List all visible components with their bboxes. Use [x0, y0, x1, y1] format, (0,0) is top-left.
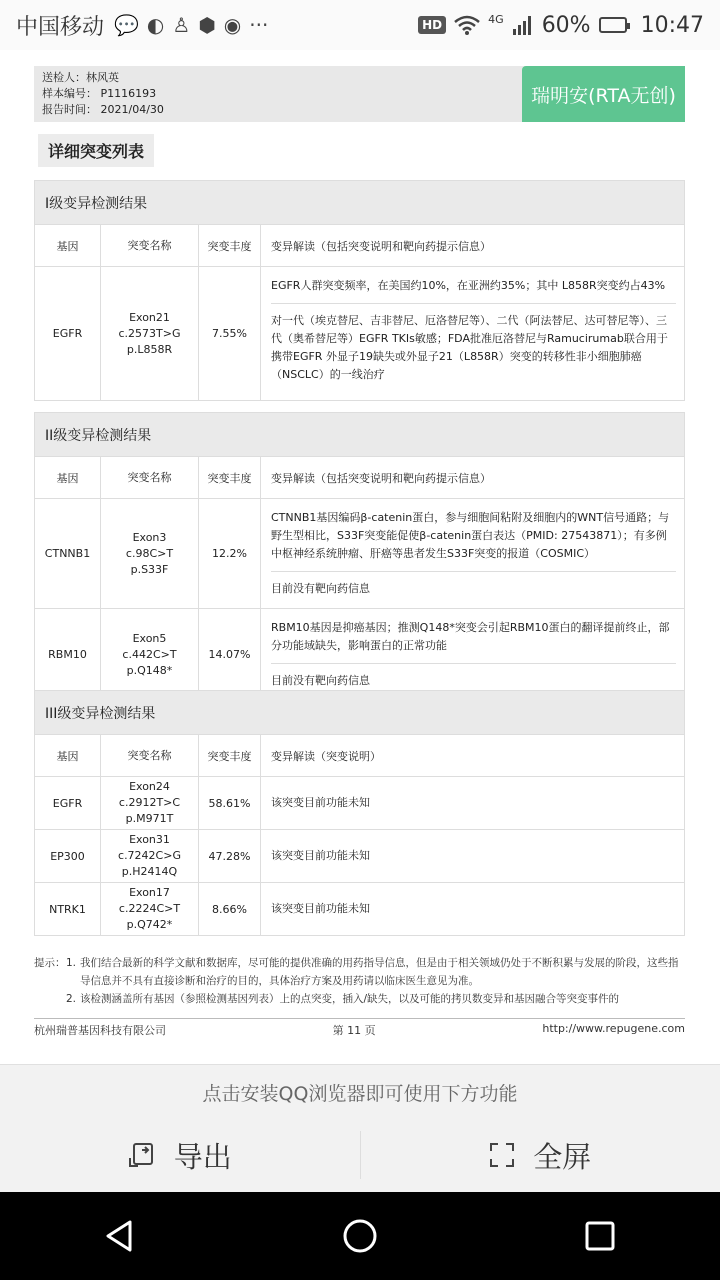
- report-meta: [42, 70, 164, 118]
- export-button[interactable]: [0, 1125, 360, 1185]
- table-row: [35, 883, 685, 936]
- battery-percent: 60%: [541, 12, 591, 38]
- protein-change: p.H2414Q: [121, 865, 178, 878]
- gene-cell: CTNNB1: [35, 499, 101, 609]
- recents-button[interactable]: [570, 1206, 630, 1266]
- af-cell: 14.07%: [199, 609, 261, 701]
- drug-description: 目前没有靶向药信息: [271, 582, 370, 595]
- more-icon: ···: [249, 13, 269, 37]
- gene-cell: EGFR: [35, 777, 101, 830]
- mutation-cell: [101, 883, 199, 936]
- fullscreen-button[interactable]: [361, 1125, 720, 1185]
- hd-icon: HD: [418, 16, 446, 34]
- gene-cell: RBM10: [35, 609, 101, 701]
- exon: Exon17: [129, 886, 170, 899]
- table-row: [35, 499, 685, 609]
- col-desc: 变异解读（突变说明）: [261, 735, 685, 777]
- fullscreen-label: 全屏: [533, 1139, 592, 1174]
- android-nav-bar: [0, 1192, 720, 1280]
- browser-action-panel: [0, 1064, 720, 1192]
- desc-cell: 该突变目前功能未知: [261, 883, 685, 936]
- protein-change: p.Q148*: [126, 663, 173, 677]
- export-label: 导出: [173, 1139, 232, 1174]
- signal-icon: [512, 15, 534, 35]
- note-number: 1.: [66, 957, 77, 969]
- level3-table: [34, 690, 685, 936]
- mutation-description: RBM10基因是抑癌基因；推测Q148*突变会引起RBM10蛋白的翻译提前终止，部分功能域缺失，影响蛋白的正常功能: [271, 621, 670, 652]
- report-header: [34, 66, 685, 122]
- mutation-description: EGFR人群突变频率，在美国约10%，在亚洲约35%；其中 L858R突变约占43%: [271, 279, 666, 292]
- back-icon: [102, 1218, 138, 1254]
- mutation-description: CTNNB1基因编码β-catenin蛋白，参与细胞间粘附及细胞内的WNT信号通路；与野生型相比，S33F突变能促使β-catenin蛋白表达（PMID: 27543871）；有多例中枢神经系统肿瘤、肝癌等患者发生S33F突变的报道（COSMIC）: [271, 511, 670, 560]
- col-af: 突变丰度: [199, 225, 261, 267]
- mutation-cell: [101, 777, 199, 830]
- af-cell: 47.28%: [199, 830, 261, 883]
- chat-icon: 💬: [114, 13, 139, 37]
- col-af: 突变丰度: [199, 735, 261, 777]
- clock: 10:47: [640, 12, 704, 38]
- cdna-change: c.7242C>G: [118, 849, 181, 862]
- note-text: 该检测涵盖所有基因（参照检测基因列表）上的点突变，插入/缺失，以及可能的拷贝数变异和基因融合等突变事件的: [80, 993, 620, 1005]
- report-notes: [34, 954, 685, 1008]
- wifi-icon: [454, 15, 480, 35]
- level2-table: [34, 412, 685, 701]
- report-footer: [34, 1018, 685, 1038]
- battery-icon: [599, 17, 627, 33]
- recents-icon: [582, 1218, 618, 1254]
- cdna-change: c.2912T>C: [118, 796, 181, 809]
- report-date-line: 报告时间： 2021/04/30: [42, 103, 164, 116]
- table-row: [35, 777, 685, 830]
- shield-icon: ⬢: [198, 13, 216, 37]
- col-mutation: 突变名称: [101, 735, 199, 777]
- desc-cell: 该突变目前功能未知: [261, 777, 685, 830]
- col-mutation: 突变名称: [101, 225, 199, 267]
- report-page[interactable]: [0, 50, 720, 1064]
- col-desc: 变异解读（包括突变说明和靶向药提示信息）: [261, 457, 685, 499]
- desc-cell: [261, 499, 685, 609]
- af-cell: 8.66%: [199, 883, 261, 936]
- browser-icon: ◐: [146, 13, 165, 37]
- table-row: [35, 267, 685, 401]
- desc-cell: [261, 267, 685, 401]
- install-tip[interactable]: 点击安装QQ浏览器即可使用下方功能: [202, 1083, 518, 1105]
- notes-lead: 提示：: [34, 957, 66, 969]
- col-af: 突变丰度: [199, 457, 261, 499]
- sample-id-line: 样本编号： P1116193: [42, 87, 157, 100]
- cdna-change: c.98C>T: [125, 546, 174, 560]
- exon: Exon5: [132, 631, 167, 645]
- note-number: 2.: [66, 993, 77, 1005]
- protein-change: p.Q742*: [126, 918, 173, 931]
- sender-line: 送检人：林风英: [42, 71, 119, 84]
- col-gene: 基因: [35, 225, 101, 267]
- gene-cell: NTRK1: [35, 883, 101, 936]
- home-icon: [342, 1218, 378, 1254]
- protein-change: p.M971T: [125, 812, 174, 825]
- fullscreen-icon: [489, 1142, 515, 1168]
- level1-title: I级变异检测结果: [35, 181, 685, 225]
- col-mutation: 突变名称: [101, 457, 199, 499]
- desc-cell: 该突变目前功能未知: [261, 830, 685, 883]
- cdna-change: c.2224C>T: [118, 902, 181, 915]
- drug-description: 目前没有靶向药信息: [271, 674, 370, 687]
- company-name: 杭州瑞普基因科技有限公司: [34, 1024, 166, 1037]
- audio-icon: ◉: [223, 13, 242, 37]
- network-type: 4G: [488, 12, 504, 26]
- back-button[interactable]: [90, 1206, 150, 1266]
- table-row: [35, 609, 685, 701]
- mutation-cell: [101, 609, 199, 701]
- app-icon: ♙: [172, 13, 191, 37]
- protein-change: p.S33F: [130, 562, 169, 576]
- exon: Exon3: [132, 530, 167, 544]
- mutation-cell: [101, 830, 199, 883]
- af-cell: 58.61%: [199, 777, 261, 830]
- exon: Exon21: [129, 310, 170, 324]
- gene-cell: EP300: [35, 830, 101, 883]
- brand-tab: 瑞明安(RTA无创): [522, 66, 685, 122]
- cdna-change: c.2573T>G: [118, 326, 181, 340]
- protein-change: p.L858R: [126, 342, 173, 356]
- col-desc: 变异解读（包括突变说明和靶向药提示信息）: [261, 225, 685, 267]
- home-button[interactable]: [330, 1206, 390, 1266]
- af-cell: 12.2%: [199, 499, 261, 609]
- mutation-cell: [101, 499, 199, 609]
- table-row: [35, 830, 685, 883]
- af-cell: 7.55%: [199, 267, 261, 401]
- exon: Exon31: [129, 833, 170, 846]
- gene-cell: EGFR: [35, 267, 101, 401]
- level3-title: III级变异检测结果: [35, 691, 685, 735]
- page-number: 第 11 页: [332, 1024, 376, 1037]
- cdna-change: c.442C>T: [122, 647, 177, 661]
- company-url[interactable]: http://www.repugene.com: [542, 1022, 685, 1035]
- level1-table: [34, 180, 685, 401]
- status-bar: [0, 0, 720, 50]
- section-title: 详细突变列表: [38, 134, 154, 167]
- desc-cell: [261, 609, 685, 701]
- mutation-cell: [101, 267, 199, 401]
- level2-title: II级变异检测结果: [35, 413, 685, 457]
- col-gene: 基因: [35, 457, 101, 499]
- carrier-name: 中国移动: [16, 14, 105, 40]
- exon: Exon24: [129, 780, 170, 793]
- export-icon: [128, 1141, 156, 1169]
- col-gene: 基因: [35, 735, 101, 777]
- note-text: 我们结合最新的科学文献和数据库，尽可能的提供准确的用药指导信息，但是由于相关领域仍处于不断积累与发展的阶段，这些指导信息并不具有直接诊断和治疗的目的，具体治疗方案及用药请以临床医生意见为准。: [80, 957, 679, 987]
- drug-description: 对一代（埃克替尼、吉非替尼、厄洛替尼等）、二代（阿法替尼、达可替尼等）、三代（奥希替尼等）EGFR TKIs敏感；FDA批准厄洛替尼与Ramucirumab联合用于携带EGFR 外显子19缺失或外显子21（L858R）突变的转移性非小细胞肺癌（NSCLC）的一线治疗: [271, 314, 668, 381]
